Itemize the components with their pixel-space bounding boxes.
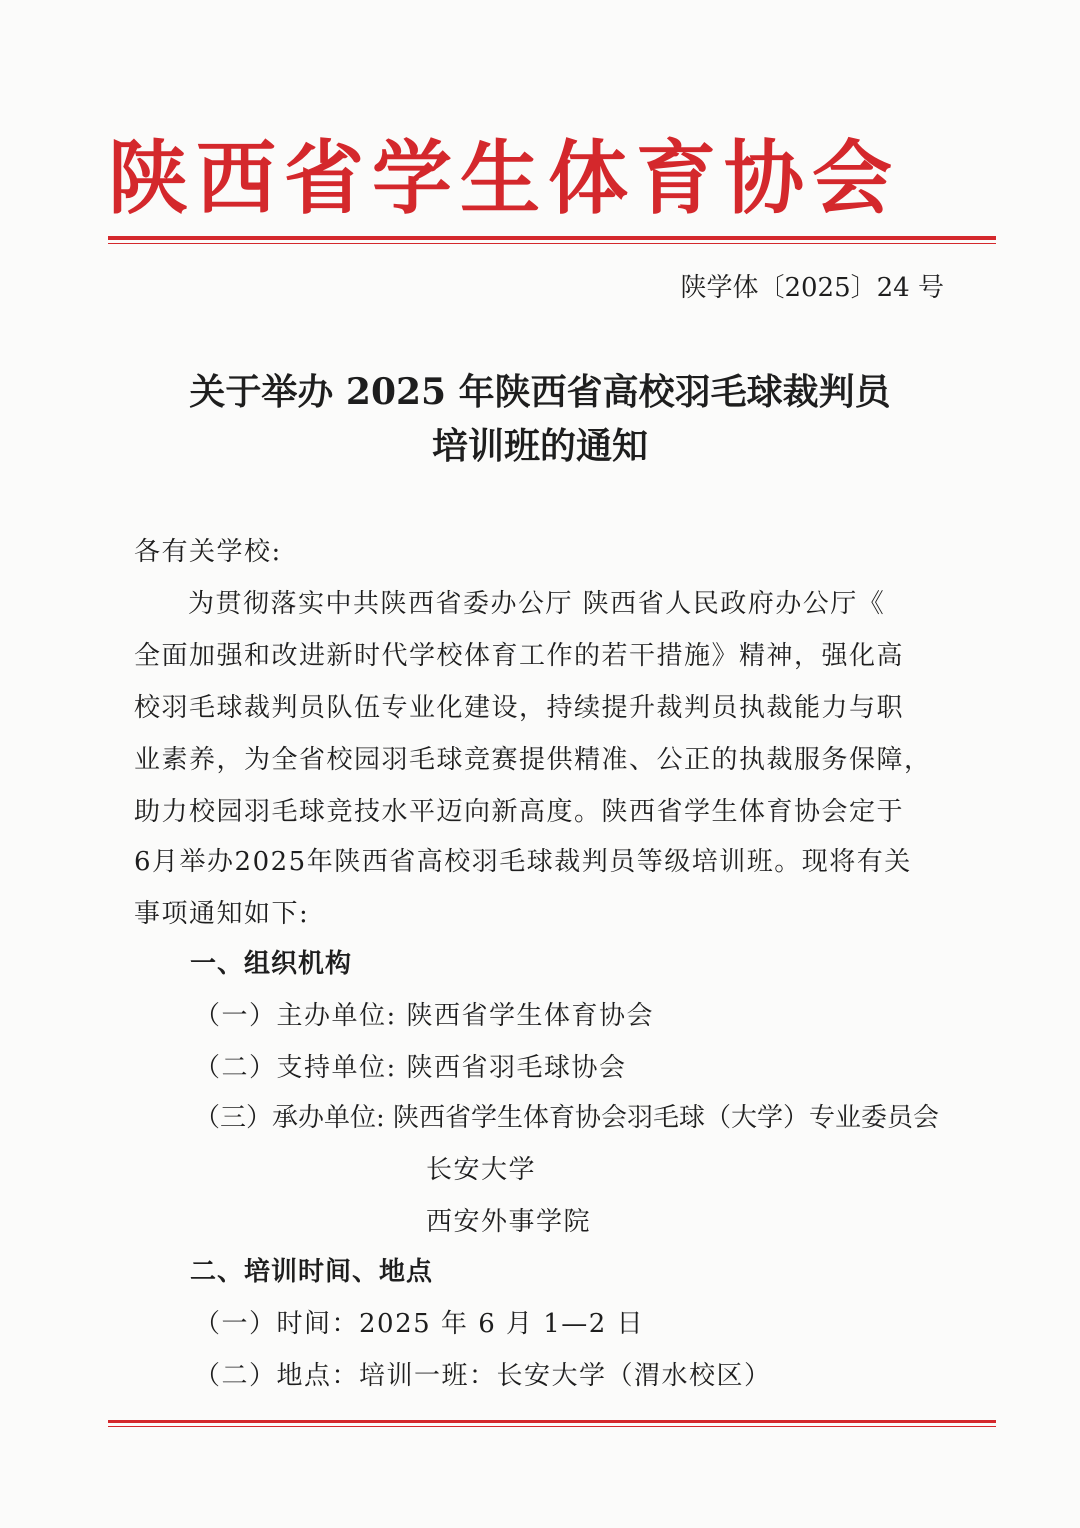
intro-line: 6月举办2025年陕西省高校羽毛球裁判员等级培训班。现将有关	[134, 847, 912, 877]
co-organizer: 长安大学	[426, 1155, 537, 1185]
section-heading-organization: 一、组织机构	[190, 949, 353, 979]
document-number: 陕学体〔2025〕24 号	[680, 273, 944, 303]
footer-red-rule-thin	[108, 1426, 996, 1427]
intro-line: 为贯彻落实中共陕西省委办公厅 陕西省人民政府办公厅《	[188, 589, 886, 619]
time-item: （一）时间：2025 年 6 月 1—2 日	[194, 1309, 645, 1339]
footer-red-rule	[108, 1420, 996, 1423]
salutation: 各有关学校:	[134, 537, 282, 567]
intro-line: 助力校园羽毛球竞技水平迈向新高度。陕西省学生体育协会定于	[134, 797, 905, 827]
letterhead-red-rule-thin	[108, 243, 996, 244]
intro-line: 校羽毛球裁判员队伍专业化建设，持续提升裁判员执裁能力与职	[134, 693, 905, 723]
org-letterhead-title: 陕西省学生体育协会	[108, 131, 900, 225]
notice-title-line-2: 培训班的通知	[431, 425, 648, 467]
notice-title-line-1: 关于举办 2025 年陕西省高校羽毛球裁判员	[189, 371, 891, 413]
organizer-item: （一）主办单位: 陕西省学生体育协会	[194, 1001, 655, 1031]
intro-line: 全面加强和改进新时代学校体育工作的若干措施》精神，强化高	[134, 641, 905, 671]
intro-line: 业素养，为全省校园羽毛球竞赛提供精准、公正的执裁服务保障，	[134, 745, 932, 775]
co-organizer: 西安外事学院	[426, 1207, 592, 1237]
organizer-item: （三）承办单位: 陕西省学生体育协会羽毛球（大学）专业委员会	[194, 1103, 940, 1133]
intro-line: 事项通知如下:	[134, 899, 310, 929]
letterhead-red-rule	[108, 236, 996, 240]
organizer-item: （二）支持单位: 陕西省羽毛球协会	[194, 1053, 627, 1083]
location-item: （二）地点：培训一班：长安大学（渭水校区）	[194, 1361, 772, 1391]
section-heading-time-place: 二、培训时间、地点	[190, 1257, 434, 1287]
